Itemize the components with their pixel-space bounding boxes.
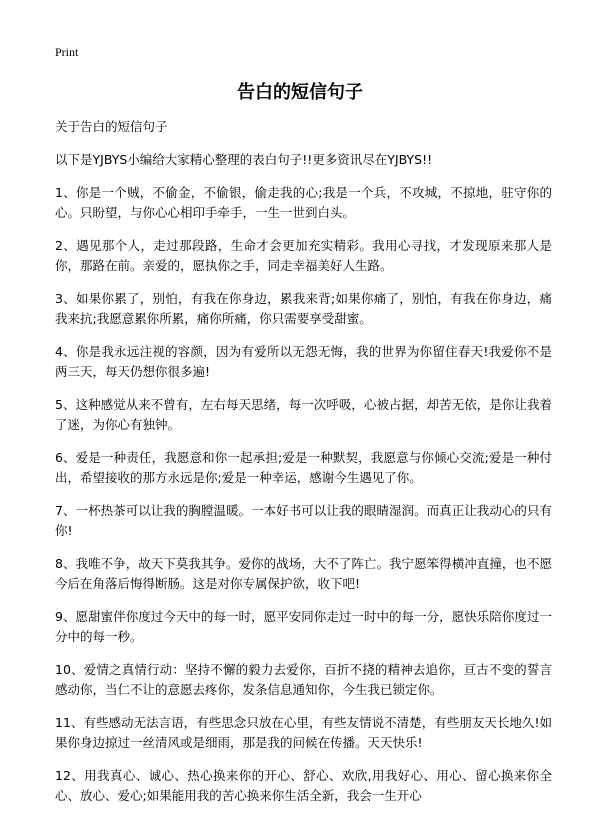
paragraph-6: 6、爱是一种责任，我愿意和你一起承担;爱是一种默契，我愿意与你倾心交流;爱是一种付出，希望接收的那方永远是你;爱是一种幸运，感谢今生遇见了你。	[55, 450, 552, 485]
paragraph-12: 12、用我真心、诚心、热心换来你的开心、舒心、欢欣,用我好心、用心、留心换来你全心、放心、爱心;如果能用我的苦心换来你生活全新，我会一生开心	[55, 768, 552, 803]
paragraph-2: 2、遇见那个人，走过那段路，生命才会更加充实精彩。我用心寻找，才发现原来那人是你，那路在前。亲爱的，愿执你之手，同走幸福美好人生路。	[55, 238, 552, 273]
paragraph-4: 4、你是我永远注视的容颜，因为有爱所以无怨无悔，我的世界为你留住春天!我爱你不是两三天，每天仍想你很多遍!	[55, 344, 552, 379]
paragraph-5: 5、这种感觉从来不曾有，左右每天思绪，每一次呼吸，心被占据，却苦无依，是你让我着了迷，为你心有独钟。	[55, 397, 552, 432]
document-subtitle: 关于告白的短信句子	[55, 119, 168, 134]
paragraph-11: 11、有些感动无法言语，有些思念只放在心里，有些友情说不清楚，有些朋友天长地久!如果你身边掠过一丝清风或是细雨，那是我的问候在传播。天天快乐!	[55, 715, 552, 750]
document-intro: 以下是YJBYS小编给大家精心整理的表白句子!!更多资讯尽在YJBYS!!	[55, 152, 433, 167]
document-title: 告白的短信句子	[237, 82, 363, 103]
paragraph-7: 7、一杯热茶可以让我的胸膛温暖。一本好书可以让我的眼睛湿润。而真正让我动心的只有你!	[55, 503, 552, 538]
document-body	[55, 117, 552, 819]
paragraph-10: 10、爱情之真情行动：坚持不懈的毅力去爱你，百折不挠的精神去追你，亘古不变的誓言感动你，当仁不让的意愿去疼你，发条信息通知你，今生我已锁定你。	[55, 662, 552, 697]
paragraph-3: 3、如果你累了，别怕，有我在你身边，累我来背;如果你痛了，别怕，有我在你身边，痛我来抗;我愿意累你所累，痛你所痛，你只需要享受甜蜜。	[55, 291, 552, 326]
paragraph-8: 8、我唯不争，故天下莫我其争。爱你的战场，大不了阵亡。我宁愿笨得横冲直撞，也不愿今后在角落后悔得断肠。这是对你专属保护欲，收下吧!	[55, 556, 552, 591]
print-label: Print	[55, 45, 79, 59]
paragraph-1: 1、你是一个贼，不偷金，不偷银，偷走我的心;我是一个兵，不攻城，不掠地，驻守你的心。只盼望，与你心心相印手牵手，一生一世到白头。	[55, 185, 552, 220]
paragraph-9: 9、愿甜蜜伴你度过今天中的每一时，愿平安同你走过一时中的每一分，愿快乐陪你度过一分中的每一秒。	[55, 609, 552, 644]
